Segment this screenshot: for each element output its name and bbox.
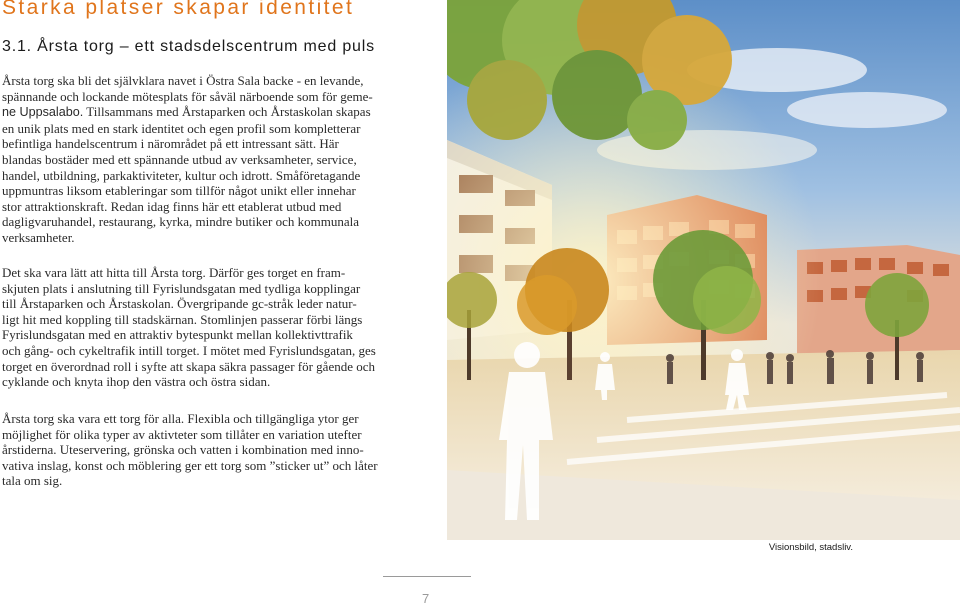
text-line: Det ska vara lätt att hitta till Årsta torg. Därför ges torget en fram- [2,265,346,280]
page-title: Starka platser skapar identitet [2,0,355,19]
body-paragraph-2 [2,265,414,390]
text-line: Årsta torg ska bli det självklara navet i Östra Sala backe - en levande, [2,73,364,88]
text-line-end: Tillsammans med Årstaparken och Årstaskolan skapas [83,104,371,120]
text-line: och gång- och cykeltrafik intill torget. I mötet med Fyrislundsgatan, ges [2,342,376,358]
body-paragraph-1 [2,73,414,246]
text-line: årstiderna. Uteservering, grönska och vatten i kombination med inno- [2,442,364,458]
text-line: dagligvaruhandel, restaurang, kyrka, mindre butiker och kommunala [2,214,360,230]
text-line: en unik plats med en stark identitet och egen profil som kompletterar [2,120,361,136]
text-line: torget en överordnad roll i syfte att skapa säkra passager för gående och [2,358,376,374]
text-line: Fyrislundsgatan med en attraktiv bytespunkt mellan kollektivttrafik [2,327,353,343]
body-paragraph-3 [2,411,414,489]
text-line: Årsta torg ska vara ett torg för alla. Flexibla och tillgängliga ytor ger [2,411,359,426]
figure-caption: Visionsbild, stadsliv. [768,542,853,553]
text-line: tala om sig. [2,473,63,489]
text-line: ligt hit med koppling till stadskärnan. Stomlinjen passerar förbi längs [2,311,363,327]
text-line: till Årstaparken och Årstaskolan. Övergripande gc-stråk leder natur- [2,296,357,312]
text-line: befintliga handelscentrum i närområdet på ett intressant sätt. Här [2,136,339,152]
text-line: möjlighet för olika typer av aktivteter som tillåter en variation utefter [2,426,362,442]
text-line: stor attraktionskraft. Redan idag finns här ett etablerat utbud med [2,198,342,214]
section-heading: 3.1. Årsta torg – ett stadsdelscentrum med puls [2,38,375,55]
text-line: spännande och lockande mötesplats för såväl närboende som för geme- [2,88,373,104]
vision-illustration [447,0,960,540]
text-line: uppmuntras liksom etableringar som tillför något unikt eller innehar [2,183,356,199]
page-number: 7 [422,591,430,606]
text-line: verksamheter. [2,229,75,245]
text-line: skjuten plats i anslutning till Fyrislundsgatan med tydliga kopplingar [2,280,361,296]
text-line: vativa inslag, konst och möblering ger ett torg som ”sticker ut” och låter [2,457,378,473]
footer-divider [383,576,471,577]
text-line [2,104,414,121]
text-line: handel, utbildning, parkaktiviteter, kultur och idrott. Småföretagande [2,167,361,183]
text-line: blandas bostäder med ett spännande utbud av verksamheter, service, [2,151,357,167]
text-line: cyklande och knyta ihop den västra och östra sidan. [2,374,271,390]
text-line-start: ne Uppsalabo. [2,105,84,120]
